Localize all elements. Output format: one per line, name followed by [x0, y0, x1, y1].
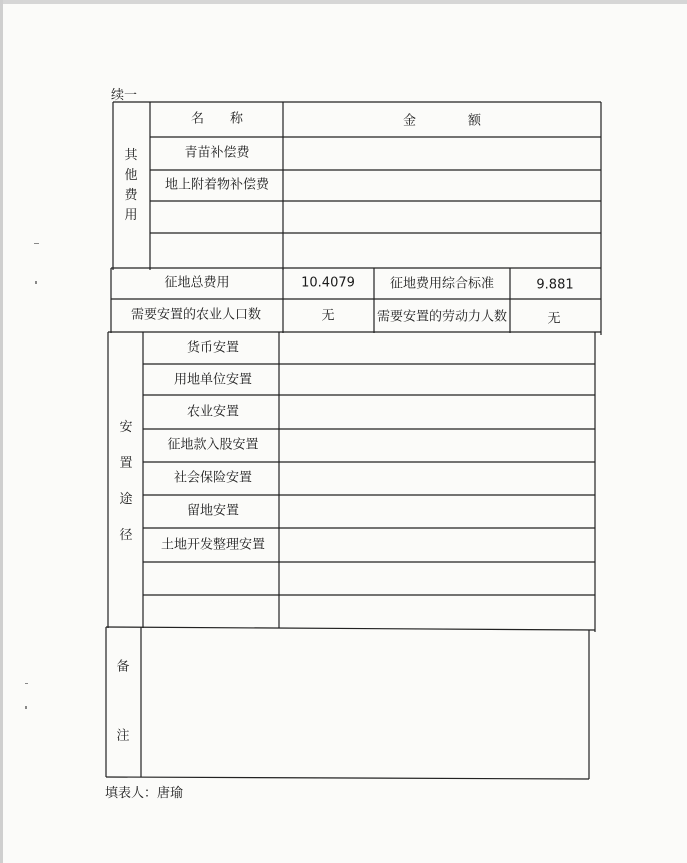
continuation-caption: 续一	[111, 88, 138, 103]
resettlement-method: 用地单位安置	[173, 372, 253, 388]
resettlement-method: 社会保险安置	[173, 470, 253, 486]
fee-row-label: 地上附着物补偿费	[164, 177, 270, 193]
remarks-label-char: 注	[116, 728, 130, 744]
resettlement-method: 土地开发整理安置	[160, 537, 266, 553]
labor-to-resettle-value: 无	[547, 311, 561, 327]
cost-standard-label: 征地费用综合标准	[389, 276, 495, 292]
resettlement-method: 货币安置	[186, 340, 240, 356]
scan-speck	[34, 243, 39, 244]
form-table-grid	[3, 0, 687, 863]
remarks-label-char: 备	[116, 659, 130, 675]
amount-column-header: 金 额	[402, 113, 482, 129]
resettlement-method: 征地款入股安置	[167, 437, 259, 453]
other-fees-group-label: 其 他 费 用	[124, 148, 138, 223]
total-cost-label: 征地总费用	[164, 275, 230, 291]
scan-speck	[25, 683, 28, 684]
labor-to-resettle-label: 需要安置的劳动力人数	[376, 309, 508, 325]
resettlement-group-label: 安 置 途 径	[119, 420, 133, 543]
scan-speck	[25, 706, 27, 709]
scan-speck	[35, 281, 37, 284]
fee-row-label: 青苗补偿费	[184, 145, 250, 161]
farmers-to-resettle-label: 需要安置的农业人口数	[130, 307, 262, 323]
name-column-header: 名 称	[190, 111, 244, 127]
total-cost-value: 10.4079	[301, 275, 355, 291]
form-filler: 填表人：唐瑜	[105, 786, 184, 801]
resettlement-method: 农业安置	[186, 404, 240, 420]
cost-standard-value: 9.881	[536, 277, 574, 293]
resettlement-method: 留地安置	[186, 503, 240, 519]
farmers-to-resettle-value: 无	[321, 308, 335, 324]
